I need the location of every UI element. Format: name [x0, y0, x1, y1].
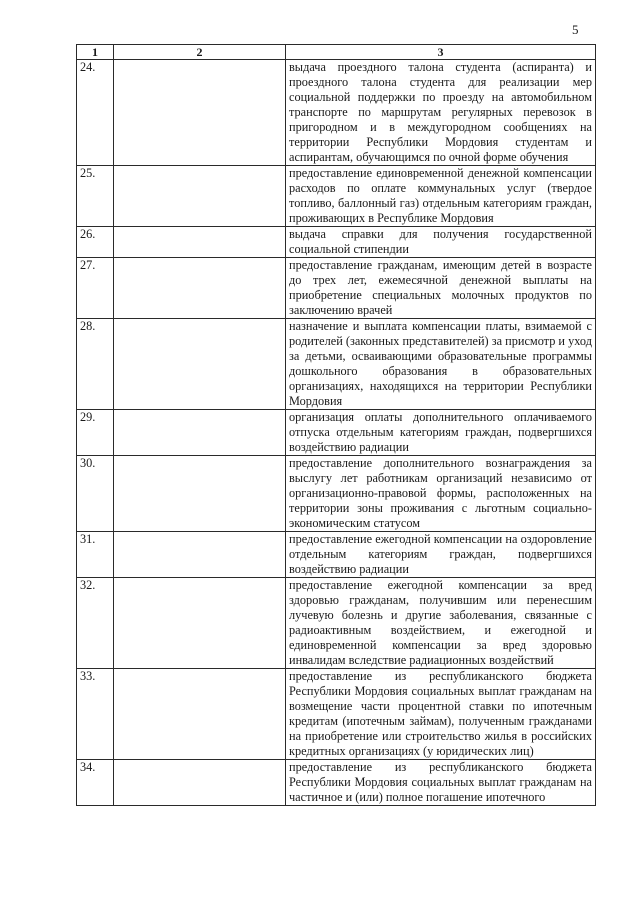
header-row	[77, 45, 596, 60]
row-description: выдача справки для получения государственной социальной стипендии	[286, 227, 596, 258]
row-col2	[114, 532, 286, 578]
row-description: назначение и выплата компенсации платы, взимаемой с родителей (законных представителей) за присмотр и уход за детьми, осваивающими образовательные программы дошкольного образования в образовательных организациях, находящихся на территории Республики Мордовия	[286, 319, 596, 410]
table-row	[77, 578, 596, 669]
row-description: предоставление гражданам, имеющим детей в возрасте до трех лет, ежемесячной денежной выплаты на приобретение специальных молочных продуктов по заключению врачей	[286, 258, 596, 319]
row-number: 28.	[77, 319, 114, 410]
row-description: предоставление единовременной денежной компенсации расходов по оплате коммунальных услуг (твердое топливо, баллонный газ) отдельным категориям граждан, проживающих в Республике Мордовия	[286, 166, 596, 227]
header-col-3: 3	[286, 45, 596, 60]
row-description: предоставление ежегодной компенсации за вред здоровью гражданам, получившим или перенесшим лучевую болезнь и другие заболевания, связанные с радиоактивным воздействием, и ежегодной и единовременной компенсации за вред здоровью инвалидам вследствие радиационных воздействий	[286, 578, 596, 669]
row-number: 25.	[77, 166, 114, 227]
row-col2	[114, 410, 286, 456]
row-number: 34.	[77, 760, 114, 806]
table-row	[77, 319, 596, 410]
table-row	[77, 258, 596, 319]
table-row	[77, 410, 596, 456]
row-col2	[114, 760, 286, 806]
table-row	[77, 456, 596, 532]
row-number: 30.	[77, 456, 114, 532]
row-number: 24.	[77, 60, 114, 166]
row-col2	[114, 319, 286, 410]
table-row	[77, 532, 596, 578]
table-row	[77, 166, 596, 227]
row-col2	[114, 227, 286, 258]
table-header	[77, 45, 596, 60]
row-description: выдача проездного талона студента (аспиранта) и проездного талона студента для реализации мер социальной поддержки по проезду на автомобильном транспорте по маршрутам регулярных перевозок в пригородном и в междугородном сообщениях на территории Республики Мордовия студентам и аспирантам, обучающимся по очной форме обучения	[286, 60, 596, 166]
row-description: предоставление из республиканского бюджета Республики Мордовия социальных выплат гражданам на возмещение части процентной ставки по ипотечным кредитам (ипотечным займам), полученным гражданами на приобретение или строительство жилья в российских кредитных организациях (у юридических лиц)	[286, 669, 596, 760]
table-row	[77, 669, 596, 760]
row-col2	[114, 669, 286, 760]
header-col-2: 2	[114, 45, 286, 60]
row-description: организация оплаты дополнительного оплачиваемого отпуска отдельным категориям граждан, подвергшихся воздействию радиации	[286, 410, 596, 456]
page-number: 5	[572, 22, 579, 37]
row-number: 31.	[77, 532, 114, 578]
row-number: 32.	[77, 578, 114, 669]
row-col2	[114, 60, 286, 166]
row-col2	[114, 166, 286, 227]
row-col2	[114, 258, 286, 319]
row-number: 29.	[77, 410, 114, 456]
table-row	[77, 760, 596, 806]
row-description: предоставление ежегодной компенсации на оздоровление отдельным категориям граждан, подвергшихся воздействию радиации	[286, 532, 596, 578]
row-number: 26.	[77, 227, 114, 258]
row-col2	[114, 456, 286, 532]
row-number: 33.	[77, 669, 114, 760]
header-col-1: 1	[77, 45, 114, 60]
row-number: 27.	[77, 258, 114, 319]
row-col2	[114, 578, 286, 669]
table-row	[77, 227, 596, 258]
row-description: предоставление дополнительного вознаграждения за выслугу лет работникам организаций независимо от организационно-правовой формы, расположенных на территории зоны проживания с льготным социально-экономическим статусом	[286, 456, 596, 532]
services-table	[76, 44, 596, 806]
row-description: предоставление из республиканского бюджета Республики Мордовия социальных выплат гражданам на частичное и (или) полное погашение ипотечного	[286, 760, 596, 806]
table-row	[77, 60, 596, 166]
